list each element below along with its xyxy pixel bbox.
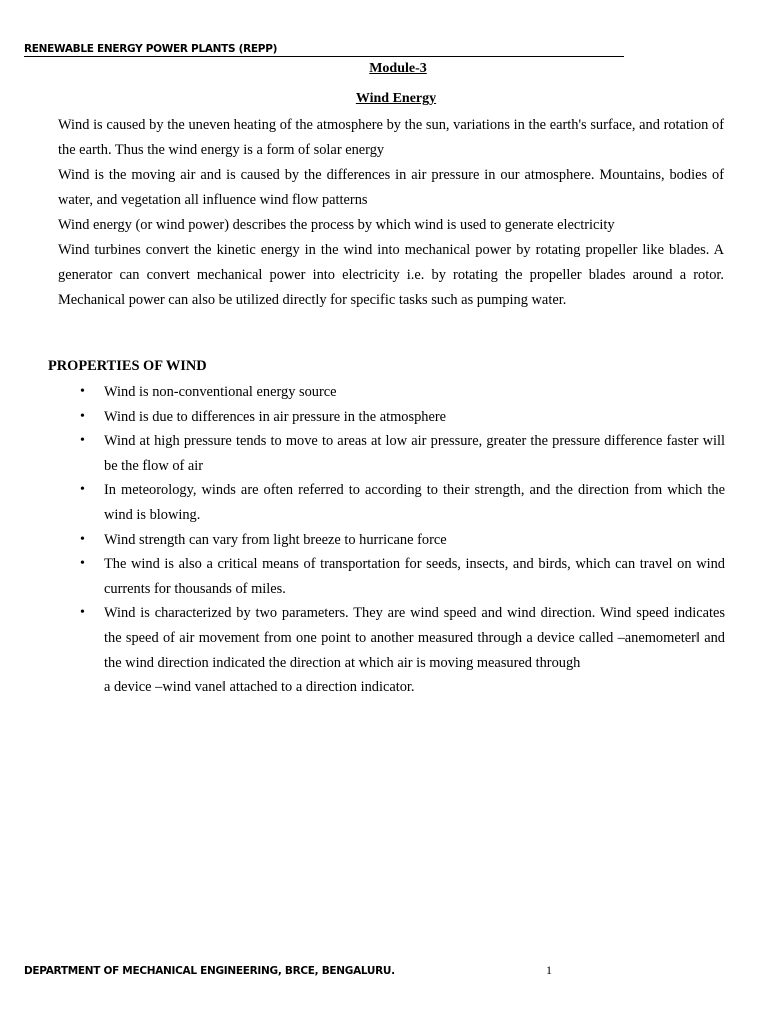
list-item [80, 405, 725, 430]
list-item [80, 478, 725, 527]
module-title: Module-3 [369, 61, 427, 76]
bullet-icon: • [80, 605, 85, 621]
list-item-text: Wind is due to differences in air pressure in the atmosphere [104, 408, 447, 425]
bullet-icon: • [80, 531, 85, 547]
intro-paragraph: Wind is caused by the uneven heating of the atmosphere by the sun, variations in the earth's surface, and rotation of the earth. Thus the wind energy is a form of solar energy [58, 117, 724, 158]
intro-paragraph: Wind energy (or wind power) describes the process by which wind is used to generate electricity [58, 217, 615, 233]
list-item [80, 380, 725, 405]
list-item-text: The wind is also a critical means of transportation for seeds, insects, and birds, which can travel on wind currents for thousands of miles. [104, 556, 725, 597]
bullet-icon: • [80, 482, 85, 498]
list-item [80, 528, 725, 553]
footer-department: DEPARTMENT OF MECHANICAL ENGINEERING, BRCE, BENGALURU. [24, 965, 395, 977]
intro-paragraph: Wind turbines convert the kinetic energy in the wind into mechanical power by rotating propeller like blades. A generator can convert mechanical power into electricity i.e. by rotating the propeller blades around a rotor. Mechanical power can also be utilized directly for specific tasks such as pumping water. [58, 242, 724, 308]
list-item-text: Wind is non-conventional energy source [104, 384, 337, 400]
bullet-icon: • [80, 408, 85, 424]
intro-section [58, 113, 724, 313]
list-item-text: Wind strength can vary from light breeze to hurricane force [104, 531, 447, 548]
bullet-icon: • [80, 384, 85, 399]
bullet-icon: • [80, 433, 85, 449]
list-item-text: Wind at high pressure tends to move to areas at low air pressure, greater the pressure difference faster will be the flow of air [104, 433, 725, 474]
list-item-continuation: a device –wind vane‖ attached to a direction indicator. [104, 679, 415, 696]
page-number: 1 [546, 963, 552, 977]
list-item [80, 601, 725, 675]
list-item-text: Wind is characterized by two parameters. They are wind speed and wind direction. Wind speed indicates the speed of air movement from one point to another measured through a device called –anemometer‖ and the wind direction indicated the direction at which air is moving measured through [104, 605, 725, 671]
properties-heading: PROPERTIES OF WIND [48, 358, 207, 374]
list-item [80, 429, 725, 478]
list-item [80, 552, 725, 601]
running-header: RENEWABLE ENERGY POWER PLANTS (REPP) [24, 43, 624, 57]
properties-list [80, 380, 725, 700]
section-title: Wind Energy [355, 91, 437, 106]
bullet-icon: • [80, 556, 85, 572]
list-item-text: In meteorology, winds are often referred to according to their strength, and the direction from which the wind is blowing. [104, 482, 725, 523]
intro-paragraph: Wind is the moving air and is caused by the differences in air pressure in our atmosphere. Mountains, bodies of water, and vegetation all influence wind flow patterns [58, 167, 724, 208]
